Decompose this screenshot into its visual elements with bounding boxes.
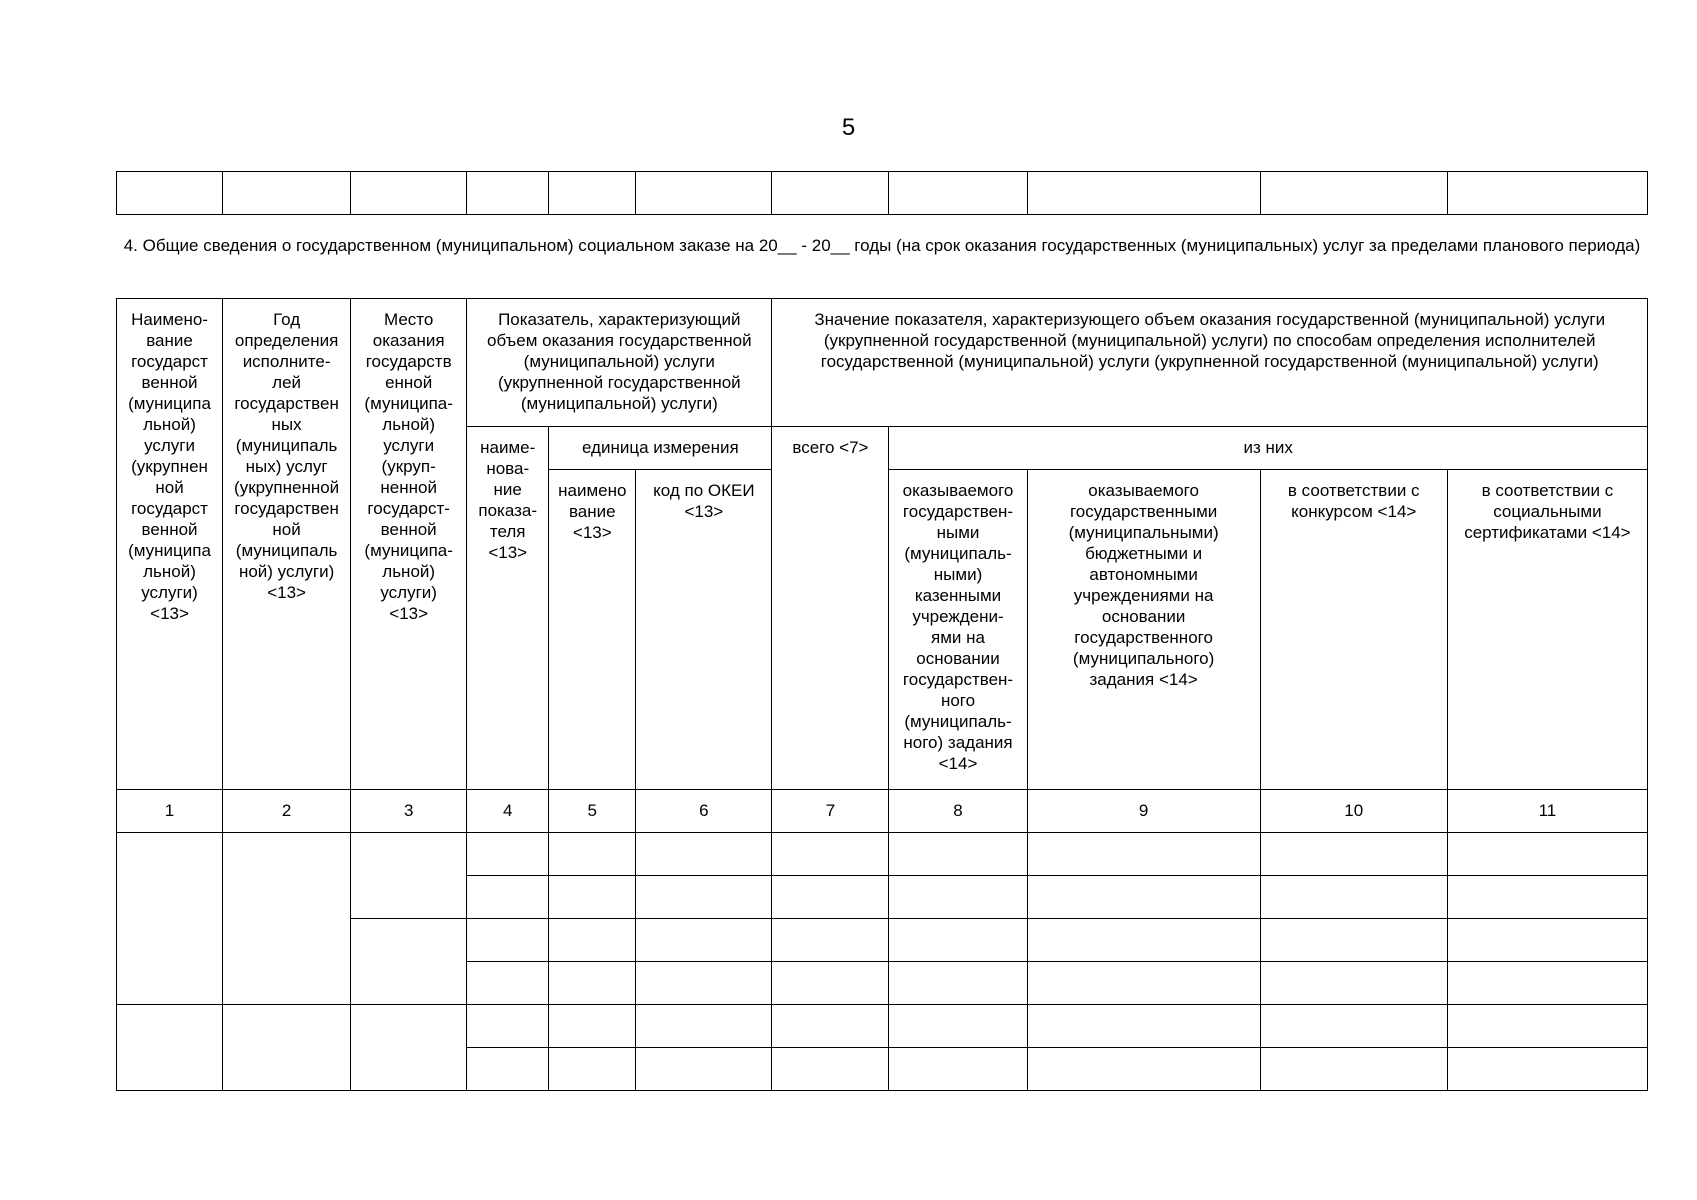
header-year: Год определения исполните- лей государствен ных (муниципаль ных) услуг (укрупненной государствен ной (муниципаль ной) услуги) <13> bbox=[223, 299, 351, 790]
column-number: 5 bbox=[549, 790, 636, 833]
header-of-them: из них bbox=[889, 427, 1648, 470]
table-cell bbox=[351, 833, 467, 919]
table-cell bbox=[1447, 1005, 1647, 1048]
table-cell bbox=[1260, 172, 1447, 215]
table-cell bbox=[636, 833, 772, 876]
table-cell bbox=[1260, 1005, 1447, 1048]
table-cell bbox=[889, 1048, 1027, 1091]
table-cell bbox=[467, 1048, 549, 1091]
table-cell bbox=[467, 172, 549, 215]
column-number: 9 bbox=[1027, 790, 1260, 833]
table-cell bbox=[1027, 962, 1260, 1005]
table-cell bbox=[636, 172, 772, 215]
header-state-institutions: оказываемого государствен- ными (муниципаль- ными) казенными учреждени- ями на основании государствен- ного (муниципаль- ного) задания <14> bbox=[889, 470, 1027, 790]
column-number: 3 bbox=[351, 790, 467, 833]
table-cell bbox=[549, 962, 636, 1005]
table-cell bbox=[351, 919, 467, 1005]
table-cell bbox=[549, 919, 636, 962]
column-number: 2 bbox=[223, 790, 351, 833]
table-cell bbox=[223, 833, 351, 1005]
column-number: 10 bbox=[1260, 790, 1447, 833]
column-number: 1 bbox=[117, 790, 223, 833]
table-cell bbox=[1447, 172, 1647, 215]
table-cell bbox=[1260, 1048, 1447, 1091]
table-cell bbox=[1027, 172, 1260, 215]
table-cell bbox=[467, 1005, 549, 1048]
page-number: 5 bbox=[841, 114, 856, 141]
column-number: 8 bbox=[889, 790, 1027, 833]
table-cell bbox=[772, 172, 889, 215]
table-cell bbox=[117, 833, 223, 1005]
table-cell bbox=[1027, 833, 1260, 876]
table-cell bbox=[636, 1005, 772, 1048]
table-cell bbox=[889, 1005, 1027, 1048]
section-title: 4. Общие сведения о государственном (муниципальном) социальном заказе на 20__ - 20__ годы (на срок оказания государственных (муниципальных) услуг за пределами планового периода) bbox=[123, 236, 1641, 255]
table-cell bbox=[467, 919, 549, 962]
table-cell bbox=[1447, 1048, 1647, 1091]
table-cell bbox=[467, 833, 549, 876]
table-cell bbox=[351, 172, 467, 215]
header-budget-institutions: оказываемого государственными (муниципальными) бюджетными и автономными учреждениями на основании государственного (муниципального) задания <14> bbox=[1027, 470, 1260, 790]
table-cell bbox=[117, 172, 223, 215]
header-total: всего <7> bbox=[772, 427, 889, 790]
column-number-row bbox=[117, 790, 1648, 833]
table-row bbox=[117, 172, 1648, 215]
header-place: Место оказания государств енной (муниципа- льной) услуги (укруп- ненной государст- венной (муниципа- льной) услуги) <13> bbox=[351, 299, 467, 790]
table-cell bbox=[1027, 876, 1260, 919]
table-cell bbox=[223, 1005, 351, 1091]
table-cell bbox=[351, 1005, 467, 1091]
table-cell bbox=[1027, 919, 1260, 962]
column-number: 11 bbox=[1447, 790, 1647, 833]
table-cell bbox=[889, 833, 1027, 876]
header-unit-name: наимено вание <13> bbox=[549, 470, 636, 790]
table-cell bbox=[1260, 833, 1447, 876]
table-cell bbox=[549, 172, 636, 215]
table-cell bbox=[889, 876, 1027, 919]
header-okei-code: код по ОКЕИ <13> bbox=[636, 470, 772, 790]
header-indicator-name: наиме- нова- ние показа- теля <13> bbox=[467, 427, 549, 790]
table-row bbox=[117, 1005, 1648, 1048]
table-cell bbox=[223, 172, 351, 215]
table-cell bbox=[117, 1005, 223, 1091]
column-number: 7 bbox=[772, 790, 889, 833]
continued-table-row bbox=[116, 171, 1648, 215]
table-cell bbox=[467, 876, 549, 919]
table-cell bbox=[772, 1048, 889, 1091]
column-number: 4 bbox=[467, 790, 549, 833]
header-unit-group: единица измерения bbox=[549, 427, 772, 470]
table-cell bbox=[1260, 876, 1447, 919]
table-cell bbox=[1260, 962, 1447, 1005]
column-number: 6 bbox=[636, 790, 772, 833]
table-cell bbox=[1447, 919, 1647, 962]
header-service-name: Наимено- вание государст венной (муниципа льной) услуги (укрупнен ной государст венной (муниципа льной) услуги) <13> bbox=[117, 299, 223, 790]
table-row bbox=[117, 833, 1648, 876]
table-cell bbox=[1447, 876, 1647, 919]
table-cell bbox=[636, 876, 772, 919]
table-cell bbox=[1447, 962, 1647, 1005]
table-cell bbox=[1027, 1005, 1260, 1048]
table-cell bbox=[772, 962, 889, 1005]
table-cell bbox=[549, 1005, 636, 1048]
table-cell bbox=[636, 962, 772, 1005]
table-cell bbox=[1447, 833, 1647, 876]
table-cell bbox=[772, 833, 889, 876]
table-cell bbox=[772, 919, 889, 962]
table-cell bbox=[889, 172, 1027, 215]
table-cell bbox=[772, 876, 889, 919]
header-competition: в соответствии с конкурсом <14> bbox=[1260, 470, 1447, 790]
table-cell bbox=[889, 962, 1027, 1005]
header-indicator-group: Показатель, характеризующий объем оказания государственной (муниципальной) услуги (укрупненной государственной (муниципальной) услуги) bbox=[467, 299, 772, 427]
header-row bbox=[117, 299, 1648, 427]
table-cell bbox=[1027, 1048, 1260, 1091]
table-cell bbox=[889, 919, 1027, 962]
table-cell bbox=[772, 1005, 889, 1048]
table-cell bbox=[467, 962, 549, 1005]
table-cell bbox=[549, 876, 636, 919]
table-cell bbox=[636, 1048, 772, 1091]
table-cell bbox=[1260, 919, 1447, 962]
table-cell bbox=[549, 833, 636, 876]
header-value-group: Значение показателя, характеризующего объем оказания государственной (муниципальной) услуги (укрупненной государственной (муниципальной) услуги) по способам определения исполнителей государственной (муниципальной) услуги (укрупненной государственной (муниципальной) услуги) bbox=[772, 299, 1648, 427]
table-cell bbox=[636, 919, 772, 962]
header-social-certificates: в соответствии с социальными сертификатами <14> bbox=[1447, 470, 1647, 790]
table-cell bbox=[549, 1048, 636, 1091]
social-order-table bbox=[116, 298, 1648, 1091]
